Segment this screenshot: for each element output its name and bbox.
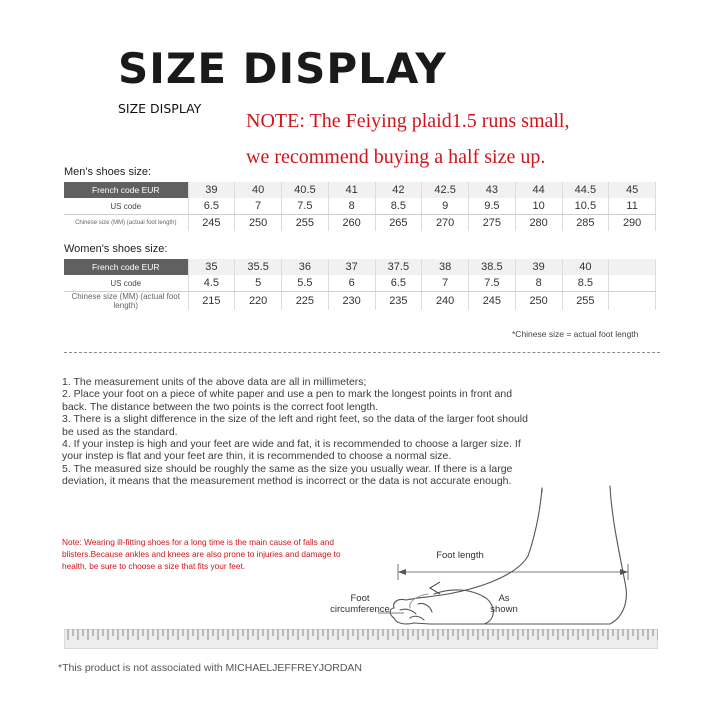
- women-size-cell: 7: [422, 275, 469, 292]
- women-section-label: Women's shoes size:: [64, 243, 168, 255]
- women-size-cell: 240: [422, 292, 469, 311]
- women-size-cell: 38.5: [469, 259, 516, 275]
- women-size-cell: 5: [235, 275, 282, 292]
- women-size-cell: 40: [562, 259, 609, 275]
- brand-disclaimer: *This product is not associated with MICHAELJEFFREYJORDAN: [58, 662, 363, 674]
- women-size-cell: 8: [515, 275, 562, 292]
- women-size-cell: 4.5: [188, 275, 235, 292]
- men-size-cell: 8.5: [375, 198, 422, 215]
- instruction-item: 3. There is a slight difference in the size of the left and right feet, so the data of the larger foot should be used as the standard.: [62, 413, 528, 438]
- men-size-cell: 255: [282, 215, 329, 232]
- men-cn-row: [64, 215, 656, 232]
- men-size-cell: 250: [235, 215, 282, 232]
- women-size-cell: 39: [515, 259, 562, 275]
- instruction-item: 1. The measurement units of the above data are all in millimeters;: [62, 376, 367, 388]
- men-size-cell: 9.5: [469, 198, 516, 215]
- men-size-cell: 44: [515, 182, 562, 198]
- women-size-cell: 225: [282, 292, 329, 311]
- women-size-cell: [609, 259, 656, 275]
- women-us-row: [64, 275, 656, 292]
- women-size-cell: 220: [235, 292, 282, 311]
- men-us-row: [64, 198, 656, 215]
- men-size-cell: 285: [562, 215, 609, 232]
- women-size-cell: 6.5: [375, 275, 422, 292]
- women-size-cell: 215: [188, 292, 235, 311]
- men-size-cell: 7: [235, 198, 282, 215]
- men-row-label: French code EUR: [64, 182, 188, 198]
- instruction-item: 4. If your instep is high and your feet are wide and fat, it is recommended to choose a larger size. If your instep is flat and your feet are thin, it is recommended to choose a normal size.: [62, 438, 521, 463]
- instruction-item: 5. The measured size should be roughly the same as the size you usually wear. If there is a large deviation, it means that the measurement method is incorrect or the data is not accurate enough.: [62, 462, 513, 488]
- women-size-cell: 250: [515, 292, 562, 311]
- women-row-label: French code EUR: [64, 259, 188, 275]
- women-row-label: US code: [64, 275, 188, 292]
- men-size-cell: 275: [469, 215, 516, 232]
- women-size-cell: 38: [422, 259, 469, 275]
- men-size-cell: 265: [375, 215, 422, 232]
- measurement-instructions: [62, 376, 532, 488]
- men-size-cell: 270: [422, 215, 469, 232]
- women-eur-row: [64, 259, 656, 275]
- men-size-cell: 42.5: [422, 182, 469, 198]
- men-row-label: US code: [64, 198, 188, 215]
- men-size-cell: 10: [515, 198, 562, 215]
- men-size-cell: 10.5: [562, 198, 609, 215]
- men-section-label: Men's shoes size:: [64, 166, 152, 178]
- as-shown-label: As shown: [490, 593, 518, 615]
- men-size-cell: 8: [328, 198, 375, 215]
- women-size-cell: 7.5: [469, 275, 516, 292]
- chinese-size-footnote: *Chinese size = actual foot length: [512, 329, 639, 339]
- men-size-table: [64, 182, 656, 231]
- women-row-label: Chinese size (MM) (actual foot length): [64, 292, 188, 311]
- men-size-cell: 6.5: [188, 198, 235, 215]
- women-size-cell: 230: [328, 292, 375, 311]
- men-size-cell: 245: [188, 215, 235, 232]
- women-size-cell: 255: [562, 292, 609, 311]
- women-size-cell: 35.5: [235, 259, 282, 275]
- men-row-label: Chinese size (MM) (actual foot length): [64, 215, 188, 232]
- men-size-cell: 9: [422, 198, 469, 215]
- fit-note-line-2: we recommend buying a half size up.: [246, 146, 546, 168]
- page-subtitle: SIZE DISPLAY: [118, 101, 202, 116]
- men-size-cell: 43: [469, 182, 516, 198]
- men-size-cell: 39: [188, 182, 235, 198]
- men-size-cell: 280: [515, 215, 562, 232]
- women-size-cell: [609, 292, 656, 311]
- foot-length-label: Foot length: [436, 550, 484, 561]
- women-size-cell: [609, 275, 656, 292]
- men-size-cell: 290: [609, 215, 656, 232]
- warning-note: Note: Wearing ill-fitting shoes for a long time is the main cause of falls and blisters.Because ankles and knees are also prone to injuries and damage to health, be sure to choose a size that fits your feet.: [62, 537, 341, 572]
- foot-circumference-label: Foot circumference: [330, 593, 390, 615]
- women-cn-row: [64, 292, 656, 311]
- women-size-table: [64, 259, 656, 310]
- men-size-cell: 45: [609, 182, 656, 198]
- men-size-cell: 7.5: [282, 198, 329, 215]
- ruler-illustration: [64, 629, 658, 649]
- fit-note-line-1: NOTE: The Feiying plaid1.5 runs small,: [246, 110, 570, 132]
- men-size-cell: 44.5: [562, 182, 609, 198]
- men-size-cell: 40: [235, 182, 282, 198]
- women-size-cell: 37.5: [375, 259, 422, 275]
- men-size-cell: 260: [328, 215, 375, 232]
- women-size-cell: 5.5: [282, 275, 329, 292]
- women-size-cell: 37: [328, 259, 375, 275]
- women-size-cell: 235: [375, 292, 422, 311]
- women-size-cell: 8.5: [562, 275, 609, 292]
- women-size-cell: 6: [328, 275, 375, 292]
- page-title: SIZE DISPLAY: [118, 44, 447, 93]
- men-eur-row: [64, 182, 656, 198]
- men-size-cell: 40.5: [282, 182, 329, 198]
- women-size-cell: 245: [469, 292, 516, 311]
- men-size-cell: 42: [375, 182, 422, 198]
- women-size-cell: 36: [282, 259, 329, 275]
- women-size-cell: 35: [188, 259, 235, 275]
- instruction-item: 2. Place your foot on a piece of white paper and use a pen to mark the longest points in front and back. The distance between the two points is the correct foot length.: [62, 388, 513, 413]
- men-size-cell: 11: [609, 198, 656, 215]
- dashed-divider: [64, 352, 660, 353]
- men-size-cell: 41: [328, 182, 375, 198]
